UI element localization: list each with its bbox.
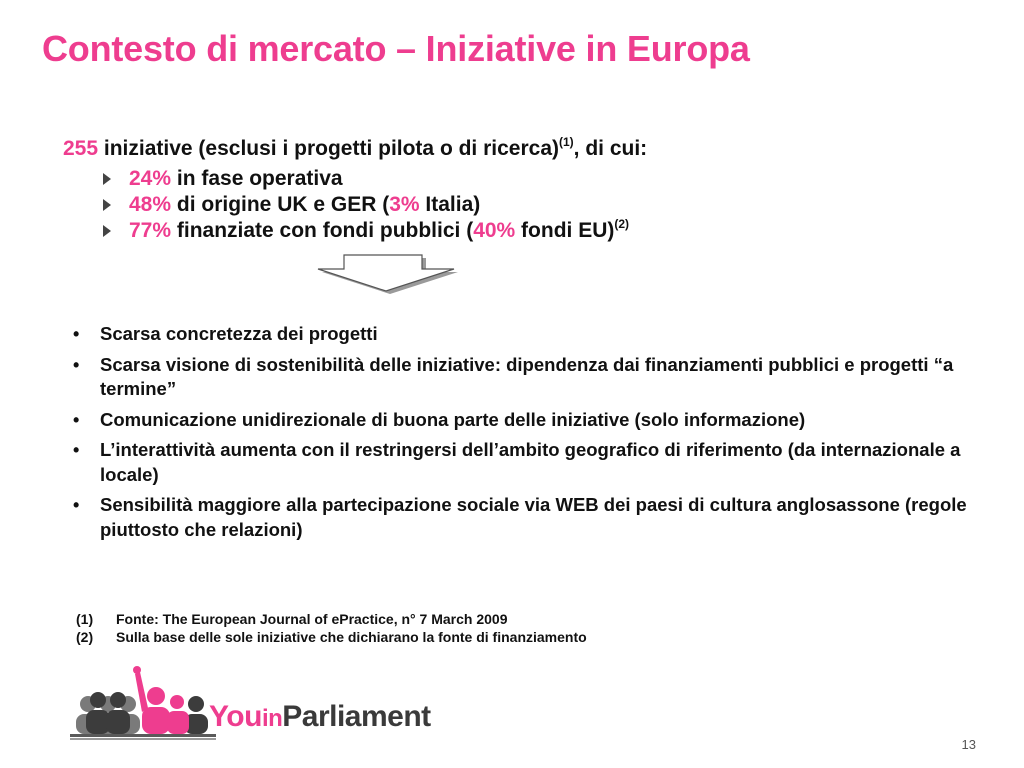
stat-percent: 24% [129,167,172,190]
footnotes [76,610,587,646]
slide-title: Contesto di mercato – Iniziative in Europa [42,28,750,69]
list-item [73,408,973,433]
stat-item-operative [103,166,629,192]
stat-text: in fase operativa [171,167,343,190]
stat-percent-italy: 3% [389,193,420,216]
list-item [73,438,973,487]
stat-percent: 77% [129,219,172,242]
stat-percent-eu: 40% [473,219,516,242]
list-item-text: Scarsa concretezza dei progetti [100,323,378,344]
triangle-right-icon [103,173,111,185]
list-item-text: Sensibilità maggiore alla partecipazione sociale via WEB dei paesi di cultura anglosassone (regole piuttosto che relazioni) [100,494,967,540]
triangle-right-icon [103,199,111,211]
list-item [73,493,973,542]
stat-text-tail: fondi EU) [515,219,615,242]
logo-wordmark: YouinParliament [209,700,431,733]
list-item [73,322,973,347]
stat-text: di origine UK e GER ( [171,193,390,216]
stats-list [103,166,629,244]
list-item-text: L’interattività aumenta con il restringersi dell’ambito geografico di riferimento (da internazionale a locale) [100,439,961,485]
youinparliament-logo [66,660,431,746]
stat-text-tail: Italia) [419,193,481,216]
initiatives-count: 255 [63,137,99,160]
findings-list [73,322,973,548]
footnote-ref-1: (1) [559,135,574,149]
stat-text: finanziate con fondi pubblici ( [171,219,474,242]
bullet-dot: • [73,495,80,515]
intro-line [63,137,647,161]
footnote-2: (2) Sulla base delle sole iniziative che dichiarano la fonte di finanziamento [76,629,587,645]
page-number: 13 [961,737,976,752]
bullet-dot: • [73,409,80,430]
stat-item-funding [103,218,629,244]
intro-text: iniziative (esclusi i progetti pilota o di ricerca) [98,137,559,160]
list-item [73,353,973,402]
stat-item-origin [103,192,629,218]
down-arrow-icon [310,252,462,296]
stat-percent: 48% [129,193,172,216]
footnote-ref-2: (2) [614,217,630,231]
intro-tail: , di cui: [573,137,648,160]
bullet-dot: • [73,324,80,344]
triangle-right-icon [103,225,111,237]
footnote-1: (1) Fonte: The European Journal of ePractice, n° 7 March 2009 [76,611,508,627]
bullet-dot: • [73,354,80,375]
audience-raised-hand-icon [66,660,216,746]
list-item-text: Scarsa visione di sostenibilità delle iniziative: dipendenza dai finanziamenti pubblici e progetti “a termine” [100,353,954,399]
list-item-text: Comunicazione unidirezionale di buona parte delle iniziative (solo informazione) [100,408,806,430]
bullet-dot: • [73,440,80,460]
